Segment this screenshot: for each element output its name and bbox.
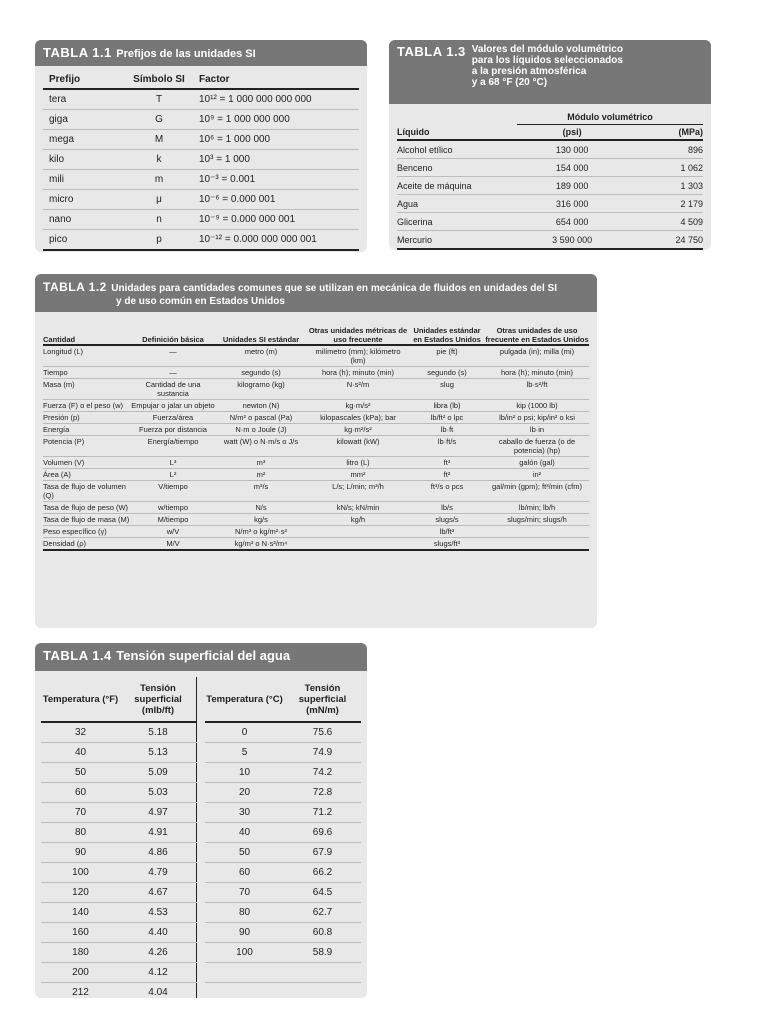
- table-cell: 1 303: [627, 177, 703, 195]
- table-cell: micro: [43, 190, 119, 210]
- table-1-4: [35, 643, 367, 998]
- table-cell: 4.97: [120, 803, 197, 823]
- table-row: [205, 863, 361, 883]
- table-cell: 0: [205, 722, 284, 743]
- table-cell: [205, 963, 284, 983]
- table-cell: k: [119, 150, 199, 170]
- table-cell: caballo de fuerza (o de potencia) (hp): [485, 436, 589, 457]
- table-cell: Mercurio: [397, 231, 517, 250]
- table-cell: milímetro (mm); kilómetro (km): [307, 345, 409, 367]
- table-cell: 3 590 000: [517, 231, 627, 250]
- table-1-3: [389, 40, 711, 250]
- table-cell: w/V: [131, 526, 215, 538]
- bulk-modulus-table: [397, 125, 703, 250]
- col-header: Otras unidades métricas de uso frecuente: [307, 318, 409, 345]
- table-cell: 10⁻⁶ = 0.000 001: [199, 190, 359, 210]
- table-cell: 4.53: [120, 903, 197, 923]
- table-cell: N/s: [215, 502, 307, 514]
- table-cell: ft³/s o pcs: [409, 481, 485, 502]
- table-cell: 74.2: [284, 763, 361, 783]
- table-1-3-header: [389, 40, 711, 104]
- table-cell: 4.12: [120, 963, 197, 983]
- table-cell: newton (N): [215, 400, 307, 412]
- table-cell: 100: [41, 863, 120, 883]
- table-row: [205, 803, 361, 823]
- table-cell: L³: [131, 457, 215, 469]
- table-1-1-header: [35, 40, 367, 66]
- table-cell: M/tiempo: [131, 514, 215, 526]
- table-cell: 154 000: [517, 159, 627, 177]
- table-title: Prefijos de las unidades SI: [116, 48, 256, 60]
- table-cell: 80: [205, 903, 284, 923]
- col-header: Tensión superficial (mN/m): [284, 677, 361, 722]
- table-cell: kg·m/s²: [307, 400, 409, 412]
- table-cell: metro (m): [215, 345, 307, 367]
- table-row: [41, 843, 197, 863]
- table-cell: kip (1000 lb): [485, 400, 589, 412]
- table-1-2-header: [35, 274, 597, 312]
- table-cell: 4.26: [120, 943, 197, 963]
- col-header: (psi): [517, 125, 627, 140]
- table-row: [41, 823, 197, 843]
- table-cell: mm²: [307, 469, 409, 481]
- table-cell: hora (h); minuto (min): [485, 367, 589, 379]
- table-cell: 10³ = 1 000: [199, 150, 359, 170]
- table-cell: 120: [41, 883, 120, 903]
- table-cell: 50: [205, 843, 284, 863]
- col-header: Líquido: [397, 125, 517, 140]
- table-cell: ft²: [409, 469, 485, 481]
- table-row: [41, 803, 197, 823]
- table-row: [397, 177, 703, 195]
- table-cell: 10⁹ = 1 000 000 000: [199, 110, 359, 130]
- table-cell: 10¹² = 1 000 000 000 000: [199, 89, 359, 110]
- table-cell: 140: [41, 903, 120, 923]
- table-cell: n: [119, 210, 199, 230]
- table-row: [397, 140, 703, 159]
- table-cell: 60.8: [284, 923, 361, 943]
- table-cell: Energía/tiempo: [131, 436, 215, 457]
- table-cell: 58.9: [284, 943, 361, 963]
- table-cell: 5.09: [120, 763, 197, 783]
- table-cell: 64.5: [284, 883, 361, 903]
- title-line: para los líquidos seleccionados: [471, 55, 623, 66]
- col-header: Definición básica: [131, 318, 215, 345]
- table-number: TABLA 1.3: [397, 44, 466, 59]
- table-cell: libra (lb): [409, 400, 485, 412]
- table-cell: Longitud (L): [43, 345, 131, 367]
- table-row: [41, 743, 197, 763]
- table-cell: lb/min; lb/h: [485, 502, 589, 514]
- table-row: [43, 424, 589, 436]
- table-cell: lb·s²/ft: [485, 379, 589, 400]
- col-header: Tensión superficial (mlb/ft): [120, 677, 197, 722]
- table-cell: [485, 538, 589, 551]
- table-cell: Potencia (P): [43, 436, 131, 457]
- group-header-row: [397, 112, 703, 125]
- table-cell: kg/h: [307, 514, 409, 526]
- table-cell: M: [119, 130, 199, 150]
- table-row: [43, 170, 359, 190]
- table-cell: lb·ft: [409, 424, 485, 436]
- table-cell: pie (ft): [409, 345, 485, 367]
- table-cell: 4.86: [120, 843, 197, 863]
- table-1-4-header: [35, 643, 367, 671]
- table-cell: kilowatt (kW): [307, 436, 409, 457]
- table-cell: 70: [41, 803, 120, 823]
- table-row: [41, 883, 197, 903]
- surface-tension-tables: [41, 677, 361, 998]
- table-title-line: y de uso común en Estados Unidos: [116, 296, 285, 307]
- table-cell: m²: [215, 469, 307, 481]
- table-cell: Glicerina: [397, 213, 517, 231]
- table-row: [43, 526, 589, 538]
- col-header: Unidades estándar en Estados Unidos: [409, 318, 485, 345]
- table-cell: Benceno: [397, 159, 517, 177]
- table-cell: pulgada (in); milla (mi): [485, 345, 589, 367]
- table-row: [43, 502, 589, 514]
- table-cell: kg/s: [215, 514, 307, 526]
- table-cell: 67.9: [284, 843, 361, 863]
- table-cell: 60: [205, 863, 284, 883]
- table-row: [205, 963, 361, 983]
- table-row: [397, 231, 703, 250]
- table-row: [43, 230, 359, 251]
- table-cell: Tasa de flujo de masa (M): [43, 515, 130, 524]
- table-cell: pico: [43, 230, 119, 251]
- table-row: [41, 963, 197, 983]
- table-cell: w/tiempo: [131, 502, 215, 514]
- table-row: [205, 843, 361, 863]
- table-number: TABLA 1.2: [43, 280, 107, 294]
- table-cell: L/s; L/min; m³/h: [307, 481, 409, 502]
- table-cell: nano: [43, 210, 119, 230]
- table-cell: 5.18: [120, 722, 197, 743]
- table-cell: 1 062: [627, 159, 703, 177]
- table-cell: 75.6: [284, 722, 361, 743]
- table-row: [41, 923, 197, 943]
- table-cell: —: [131, 345, 215, 367]
- table-cell: [205, 983, 284, 999]
- table-cell: ft³: [409, 457, 485, 469]
- table-cell: 896: [627, 140, 703, 159]
- table-row: [205, 983, 361, 999]
- table-cell: kN/s; kN/min: [307, 502, 409, 514]
- table-row: [41, 783, 197, 803]
- table-row: [43, 538, 589, 551]
- table-row: [43, 469, 589, 481]
- table-cell: [284, 963, 361, 983]
- table-cell: slugs/min; slugs/h: [485, 514, 589, 526]
- col-header: (MPa): [627, 125, 703, 140]
- table-cell: 180: [41, 943, 120, 963]
- table-cell: 4.04: [120, 983, 197, 999]
- table-row: [205, 903, 361, 923]
- table-row: [43, 436, 589, 457]
- table-cell: Densidad (ρ): [43, 538, 131, 551]
- table-cell: 316 000: [517, 195, 627, 213]
- table-cell: 74.9: [284, 743, 361, 763]
- table-row: [43, 367, 589, 379]
- table-cell: V/tiempo: [131, 481, 215, 502]
- table-cell: [307, 538, 409, 551]
- table-row: [41, 943, 197, 963]
- table-cell: tera: [43, 89, 119, 110]
- table-cell: lb/in² o psi; kip/in² o ksi: [485, 412, 589, 424]
- table-cell: lb·ft/s: [409, 436, 485, 457]
- table-cell: mili: [43, 170, 119, 190]
- table-row: [43, 481, 589, 502]
- table-cell: segundo (s): [409, 367, 485, 379]
- table-1-2: [35, 274, 597, 628]
- table-row: [43, 190, 359, 210]
- table-cell: 71.2: [284, 803, 361, 823]
- table-number: TABLA 1.1: [43, 45, 112, 60]
- table-cell: kilopascales (kPa); bar: [307, 412, 409, 424]
- table-row: [205, 883, 361, 903]
- col-header: Temperatura (°F): [41, 677, 120, 722]
- table-cell: 4.67: [120, 883, 197, 903]
- table-cell: L²: [131, 469, 215, 481]
- table-cell: Masa (m): [43, 379, 131, 400]
- table-1-1: [35, 40, 367, 252]
- table-cell: Empujar o jalar un objeto: [131, 401, 215, 410]
- table-cell: Tiempo: [43, 367, 131, 379]
- table-row: [43, 457, 589, 469]
- table-cell: Aceite de máquina: [397, 177, 517, 195]
- col-header: Símbolo SI: [119, 70, 199, 89]
- table-row: [205, 923, 361, 943]
- fahrenheit-table: [41, 677, 197, 998]
- table-cell: 20: [205, 783, 284, 803]
- table-cell: m: [119, 170, 199, 190]
- table-cell: 212: [41, 983, 120, 999]
- col-header: Cantidad: [43, 318, 131, 345]
- table-cell: slugs/ft³: [409, 538, 485, 551]
- table-cell: 30: [205, 803, 284, 823]
- table-cell: Agua: [397, 195, 517, 213]
- table-row: [205, 783, 361, 803]
- table-row: [43, 514, 589, 526]
- table-title: Tensión superficial del agua: [116, 648, 291, 663]
- table-cell: 40: [41, 743, 120, 763]
- table-row: [43, 150, 359, 170]
- table-cell: 4.91: [120, 823, 197, 843]
- table-cell: M/V: [131, 538, 215, 551]
- table-cell: 5: [205, 743, 284, 763]
- table-cell: p: [119, 230, 199, 251]
- table-cell: Tasa de flujo de volumen (Q): [43, 481, 131, 502]
- table-cell: 10⁻³ = 0.001: [199, 170, 359, 190]
- table-cell: m³: [215, 457, 307, 469]
- table-cell: 130 000: [517, 140, 627, 159]
- table-row: [397, 213, 703, 231]
- table-title-line: Unidades para cantidades comunes que se utilizan en mecánica de fluidos en unidades del SI: [111, 283, 557, 294]
- table-cell: N/m² o pascal (Pa): [215, 412, 307, 424]
- prefixes-table: [43, 70, 359, 251]
- table-number: TABLA 1.4: [43, 648, 112, 663]
- table-cell: 32: [41, 722, 120, 743]
- table-cell: 40: [205, 823, 284, 843]
- table-cell: Peso específico (γ): [43, 526, 131, 538]
- table-cell: N·s²/m: [307, 379, 409, 400]
- table-cell: lb/ft³: [409, 526, 485, 538]
- table-cell: 62.7: [284, 903, 361, 923]
- table-cell: 4 509: [627, 213, 703, 231]
- table-cell: 70: [205, 883, 284, 903]
- table-cell: litro (L): [307, 457, 409, 469]
- table-row: [397, 159, 703, 177]
- table-row: [41, 722, 197, 743]
- table-cell: Tasa de flujo de peso (W): [43, 502, 131, 514]
- table-cell: 200: [41, 963, 120, 983]
- table-row: [205, 823, 361, 843]
- table-cell: Cantidad de una sustancia: [131, 379, 215, 400]
- table-row: [41, 983, 197, 999]
- table-cell: 4.79: [120, 863, 197, 883]
- table-cell: Alcohol etílico: [397, 140, 517, 159]
- table-cell: Área (A): [43, 469, 131, 481]
- table-row: [205, 743, 361, 763]
- table-cell: 90: [41, 843, 120, 863]
- table-row: [43, 210, 359, 230]
- table-row: [43, 89, 359, 110]
- table-cell: [284, 983, 361, 999]
- table-row: [43, 379, 589, 400]
- table-cell: segundo (s): [215, 367, 307, 379]
- table-row: [43, 345, 589, 367]
- table-cell: slugs/s: [409, 514, 485, 526]
- table-row: [43, 412, 589, 424]
- table-cell: 2 179: [627, 195, 703, 213]
- table-cell: 60: [41, 783, 120, 803]
- table-cell: 50: [41, 763, 120, 783]
- table-row: [41, 903, 197, 923]
- table-cell: Fuerza por distancia: [131, 424, 215, 436]
- table-cell: N/m³ o kg/m²·s²: [215, 526, 307, 538]
- col-header: Factor: [199, 70, 359, 89]
- table-cell: hora (h); minuto (min): [307, 367, 409, 379]
- units-table: [43, 318, 589, 551]
- table-row: [43, 110, 359, 130]
- table-cell: 5.03: [120, 783, 197, 803]
- table-cell: 66.2: [284, 863, 361, 883]
- table-cell: 100: [205, 943, 284, 963]
- table-row: [41, 863, 197, 883]
- table-cell: 10⁶ = 1 000 000: [199, 130, 359, 150]
- table-row: [43, 130, 359, 150]
- table-cell: 10⁻⁹ = 0.000 000 001: [199, 210, 359, 230]
- table-cell: kg·m²/s²: [307, 424, 409, 436]
- table-cell: [485, 526, 589, 538]
- table-cell: 24 750: [627, 231, 703, 250]
- table-cell: N·m o Joule (J): [215, 424, 307, 436]
- celsius-table: [205, 677, 361, 998]
- table-cell: T: [119, 89, 199, 110]
- table-row: [205, 722, 361, 743]
- table-title: [472, 44, 623, 100]
- table-cell: gal/min (gpm); ft³/min (cfm): [485, 481, 589, 502]
- table-cell: Energía: [43, 424, 131, 436]
- table-row: [41, 763, 197, 783]
- table-cell: in²: [485, 469, 589, 481]
- table-cell: slug: [409, 379, 485, 400]
- table-cell: lb/s: [409, 502, 485, 514]
- title-line: a la presión atmosférica: [471, 66, 587, 77]
- table-cell: Fuerza (F) o el peso (w): [43, 400, 131, 412]
- table-cell: 189 000: [517, 177, 627, 195]
- table-cell: galón (gal): [485, 457, 589, 469]
- group-header: Módulo volumétrico: [517, 112, 703, 125]
- table-row: [205, 943, 361, 963]
- table-row: [205, 763, 361, 783]
- table-cell: m³/s: [215, 481, 307, 502]
- table-cell: lb/ft² o lpc: [409, 412, 485, 424]
- table-cell: Volumen (V): [43, 457, 131, 469]
- col-header: Unidades SI estándar: [215, 318, 307, 345]
- title-line: Valores del módulo volumétrico: [471, 44, 623, 55]
- table-row: [43, 400, 589, 412]
- table-cell: [307, 526, 409, 538]
- table-cell: watt (W) o N·m/s o J/s: [215, 436, 307, 457]
- table-cell: 160: [41, 923, 120, 943]
- col-header: Prefijo: [43, 70, 119, 89]
- table-cell: kg/m³ o N·s²/m⁴: [215, 538, 307, 551]
- table-cell: 654 000: [517, 213, 627, 231]
- title-line: y a 68 °F (20 °C): [471, 77, 548, 88]
- table-cell: lb·in: [485, 424, 589, 436]
- table-cell: kilo: [43, 150, 119, 170]
- table-cell: 5.13: [120, 743, 197, 763]
- table-cell: Presión (p): [43, 412, 131, 424]
- table-cell: mega: [43, 130, 119, 150]
- table-cell: 90: [205, 923, 284, 943]
- table-cell: μ: [119, 190, 199, 210]
- col-header: Otras unidades de uso frecuente en Estados Unidos: [485, 318, 589, 345]
- table-cell: Fuerza/área: [131, 412, 215, 424]
- table-cell: kilogramo (kg): [215, 379, 307, 400]
- table-cell: —: [131, 367, 215, 379]
- table-cell: G: [119, 110, 199, 130]
- table-cell: giga: [43, 110, 119, 130]
- table-cell: 80: [41, 823, 120, 843]
- table-cell: 10⁻¹² = 0.000 000 000 001: [199, 230, 359, 251]
- table-cell: 10: [205, 763, 284, 783]
- col-header: Temperatura (°C): [205, 677, 284, 722]
- table-cell: 69.6: [284, 823, 361, 843]
- table-cell: 72.8: [284, 783, 361, 803]
- table-cell: 4.40: [120, 923, 197, 943]
- table-row: [397, 195, 703, 213]
